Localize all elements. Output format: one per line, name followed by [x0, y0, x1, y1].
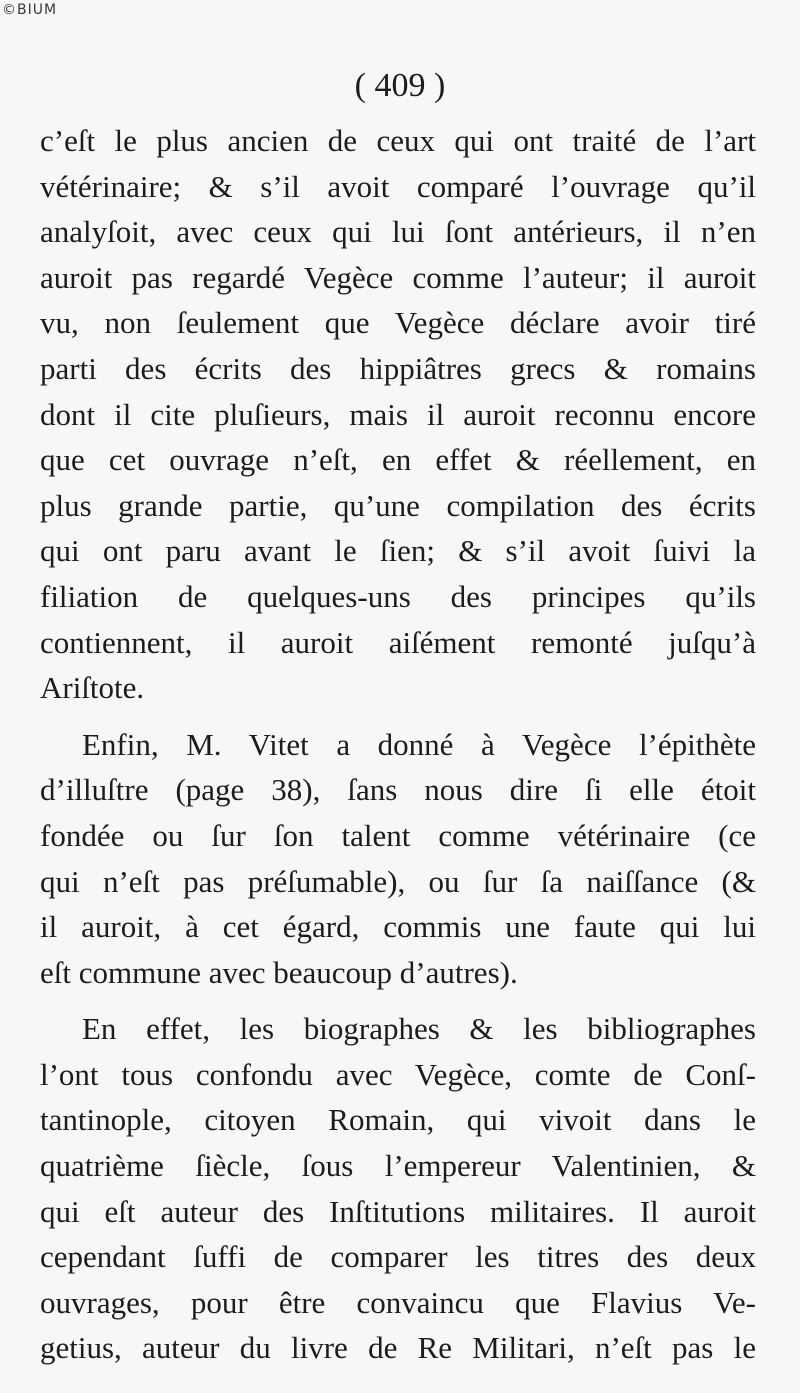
text-line: parti des écrits des hippiâtres grecs & romains	[40, 350, 756, 386]
watermark: ©BIUM	[2, 2, 58, 18]
text-line: qui ont paru avant le ſien; & s’il avoit ſuivi la	[40, 533, 756, 569]
text-line: il auroit, à cet égard, commis une faute qui lui	[40, 909, 756, 945]
text-line: cependant ſuffi de comparer les titres des deux	[40, 1239, 756, 1275]
text-line: fondée ou ſur ſon talent comme vétérinaire (ce	[40, 817, 756, 853]
text-line: Enfin, M. Vitet a donné à Vegèce l’épithète	[82, 726, 756, 762]
body-text	[40, 118, 756, 1371]
text-line: Ariſtote.	[40, 670, 145, 706]
text-line: analyſoit, avec ceux qui lui ſont antérieurs, il n’en	[40, 214, 756, 250]
text-line: que cet ouvrage n’eſt, en effet & réellement, en	[40, 442, 756, 478]
text-line: eſt commune avec beaucoup d’autres).	[40, 954, 518, 990]
text-line: plus grande partie, qu’une compilation des écrits	[40, 487, 756, 523]
text-line: contiennent, il auroit aiſément remonté juſqu’à	[40, 624, 756, 660]
text-line: ouvrages, pour être convaincu que Flavius Ve-	[40, 1284, 756, 1320]
text-line: En effet, les biographes & les bibliographes	[82, 1011, 756, 1047]
text-line: d’illuſtre (page 38), ſans nous dire ſi elle étoit	[40, 772, 756, 808]
text-line: tantinople, citoyen Romain, qui vivoit dans le	[40, 1102, 756, 1138]
text-line: qui eſt auteur des Inſtitutions militaires. Il auroit	[40, 1193, 756, 1229]
text-line: auroit pas regardé Vegèce comme l’auteur; il auroit	[40, 259, 756, 295]
text-line: qui n’eſt pas préſumable), ou ſur ſa naiſſance (&	[40, 863, 756, 899]
text-line: vétérinaire; & s’il avoit comparé l’ouvrage qu’il	[40, 168, 756, 204]
paragraph-2	[40, 722, 756, 996]
text-line: c’eſt le plus ancien de ceux qui ont traité de l’art	[40, 123, 756, 158]
text-line: vu, non ſeulement que Vegèce déclare avoir tiré	[40, 305, 756, 341]
paragraph-1	[40, 118, 756, 711]
text-line: dont il cite pluſieurs, mais il auroit reconnu encore	[40, 396, 756, 432]
paragraph-3	[40, 1006, 756, 1371]
text-line: filiation de quelques-uns des principes qu’ils	[40, 578, 756, 614]
page-number: ( 409 )	[354, 67, 446, 104]
text-line: l’ont tous confondu avec Vegèce, comte de Conſ-	[40, 1056, 756, 1092]
text-line: getius, auteur du livre de Re Militari, n’eſt pas le	[40, 1330, 756, 1366]
text-line: quatrième ſiècle, ſous l’empereur Valentinien, &	[40, 1148, 756, 1184]
